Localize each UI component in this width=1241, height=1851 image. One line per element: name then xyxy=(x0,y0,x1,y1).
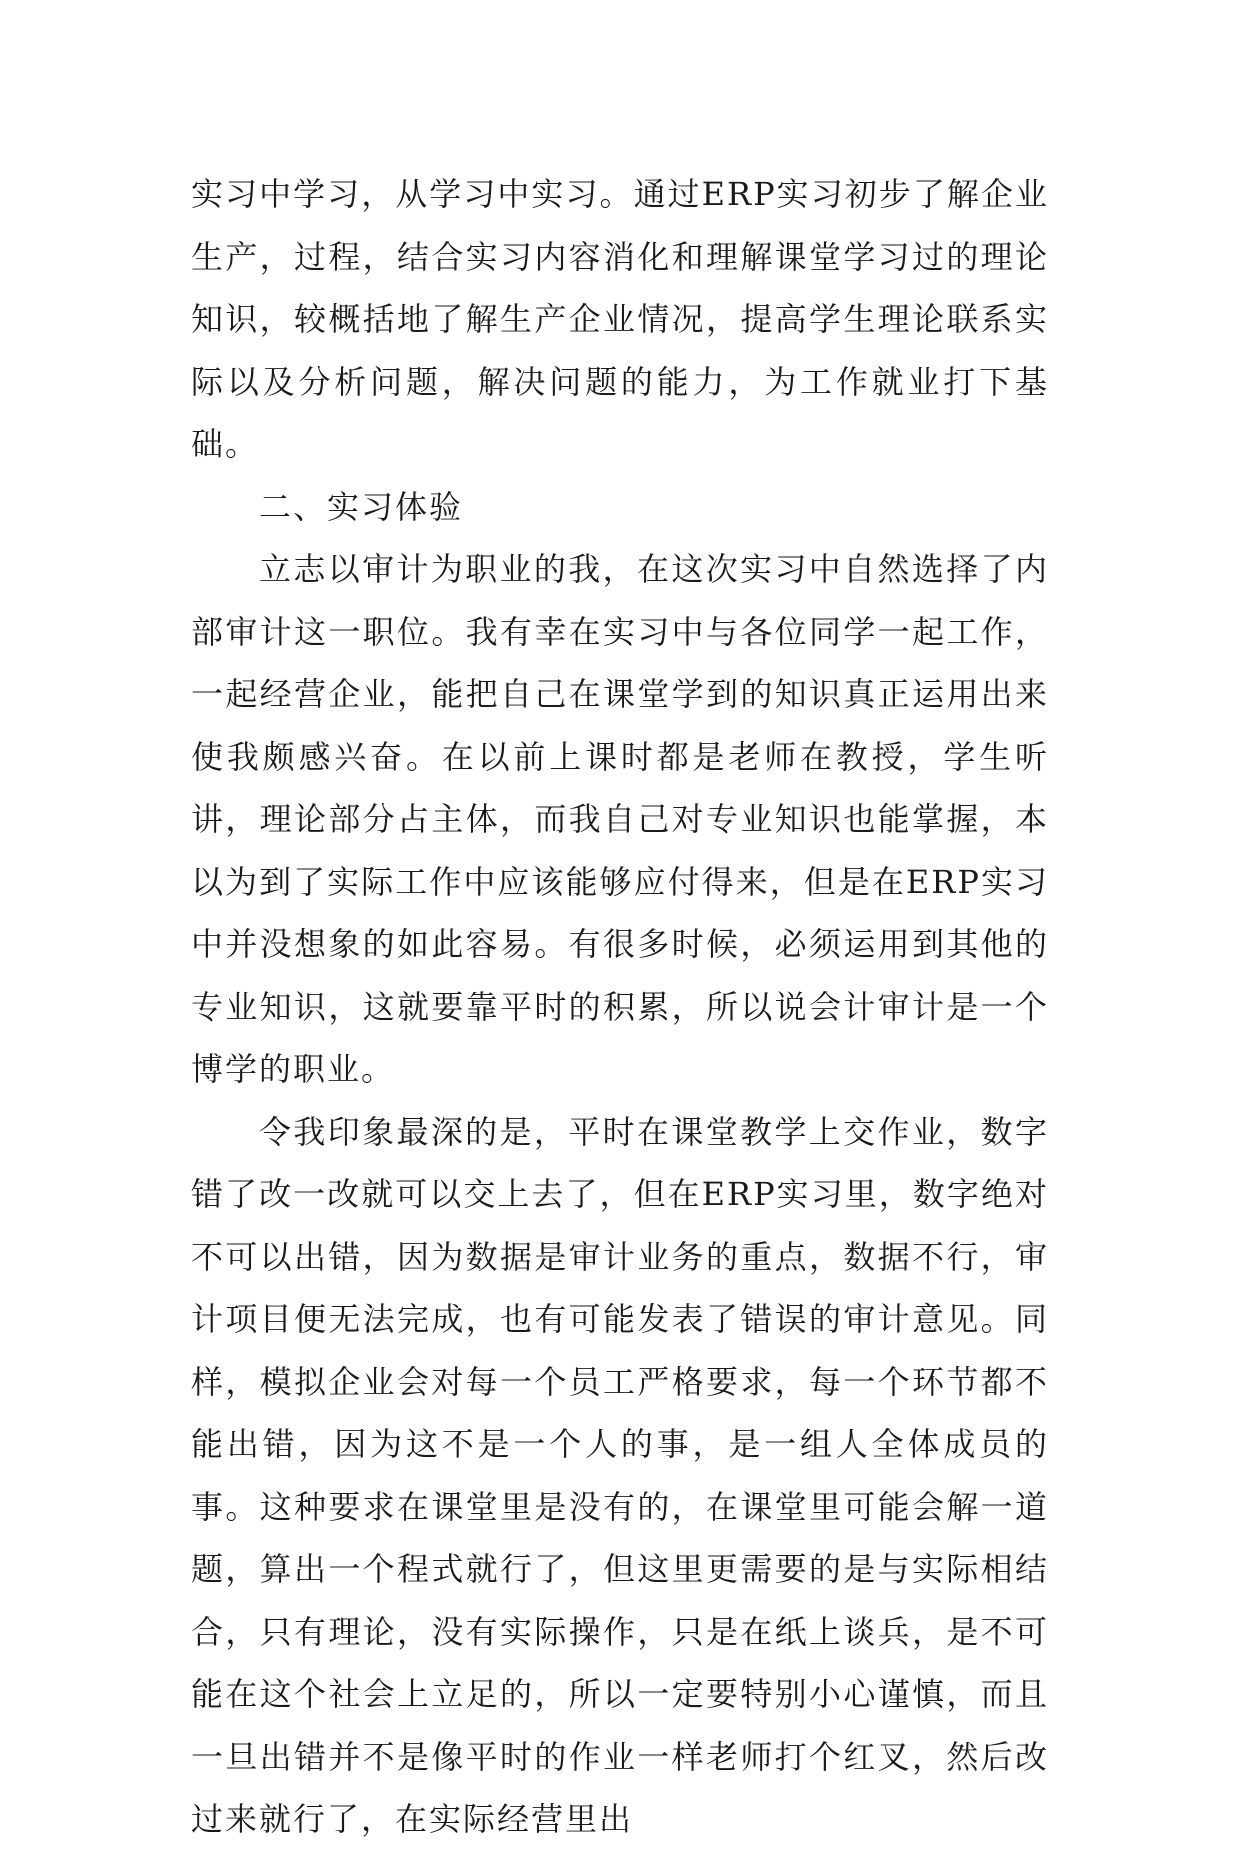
paragraph-intro-continuation: 实习中学习，从学习中实习。通过ERP实习初步了解企业生产，过程，结合实习内容消化和理解课堂学习过的理论知识，较概括地了解生产企业情况，提高学生理论联系实际以及分析问题，解决问题的能力，为工作就业打下基础。 xyxy=(191,175,1049,463)
paragraph-deepest-impression: 令我印象最深的是，平时在课堂教学上交作业，数字错了改一改就可以交上去了，但在ERP实习里，数字绝对不可以出错，因为数据是审计业务的重点，数据不行，审计项目便无法完成，也有可能发表了错误的审计意见。同样，模拟企业会对每一个员工严格要求，每一个环节都不能出错，因为这不是一个人的事，是一组人全体成员的事。这种要求在课堂里是没有的，在课堂里可能会解一道题，算出一个程式就行了，但这里更需要的是与实际相结合，只有理论，没有实际操作，只是在纸上谈兵，是不可能在这个社会上立足的，所以一定要特别小心谨慎，而且一旦出错并不是像平时的作业一样老师打个红叉，然后改过来就行了，在实际经营里出 xyxy=(191,1112,1049,1838)
section-heading-internship-experience: 二、实习体验 xyxy=(259,487,464,526)
paragraph-audit-career: 立志以审计为职业的我，在这次实习中自然选择了内部审计这一职位。我有幸在实习中与各位同学一起工作，一起经营企业，能把自己在课堂学到的知识真正运用出来使我颇感兴奋。在以前上课时都是老师在教授，学生听讲，理论部分占主体，而我自己对专业知识也能掌握，本以为到了实际工作中应该能够应付得来，但是在ERP实习中并没想象的如此容易。有很多时候，必须运用到其他的专业知识，这就要靠平时的积累，所以说会计审计是一个博学的职业。 xyxy=(191,550,1049,1088)
document-body xyxy=(191,163,1049,1851)
